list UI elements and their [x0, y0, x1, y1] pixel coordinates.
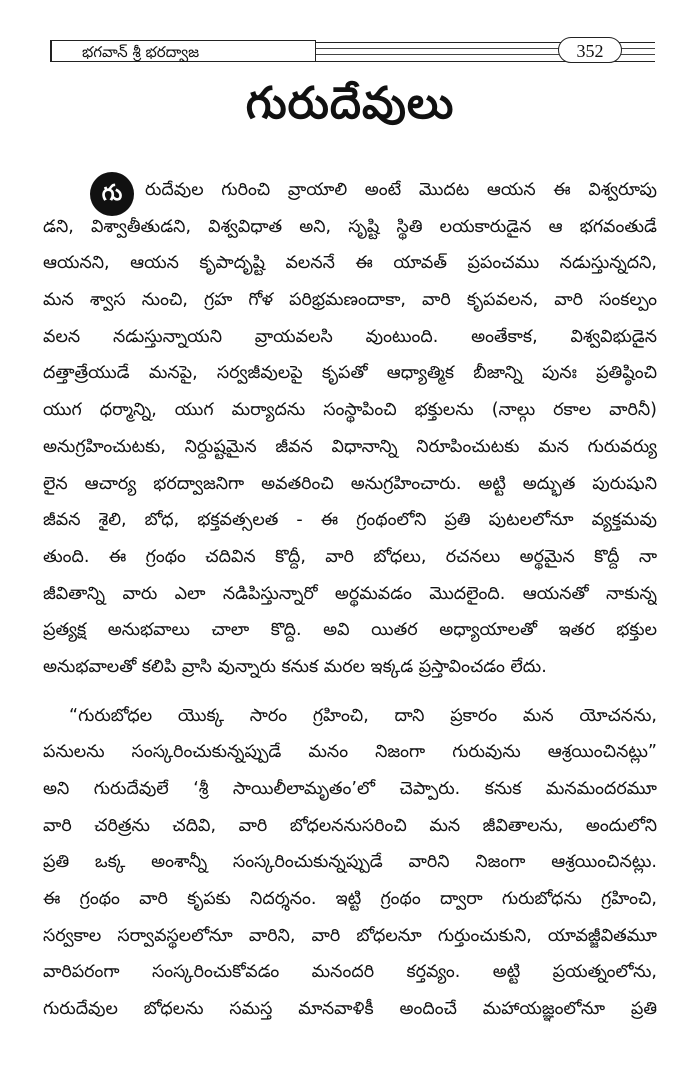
text-line: ఈ గ్రంథం వారి కృపకు నిదర్శనం. ఇట్టి గ్రంథం ద్వారా గురుబోధను గ్రహించి, [43, 889, 657, 910]
paragraph-2 [43, 698, 657, 1028]
text-line: వారి చరిత్రను చదివి, వారి బోధలననుసరించి మన జీవితాలను, అందులోని [43, 815, 657, 836]
text-line: రుదేవుల గురించి వ్రాయాలి అంటే మొదట ఆయన ఈ విశ్వరూపు [145, 180, 657, 200]
page-number: 352 [558, 37, 622, 63]
text-line: డని, విశ్వాతీతుడని, విశ్వవిధాత అని, సృష్టి స్థితి లయకారుడైన ఆ భగవంతుడే [43, 216, 657, 237]
text-line: అనుగ్రహించుటకు, నిర్దుష్టమైన జీవన విధానాన్ని నిరూపించుటకు మన గురువర్యు [43, 436, 657, 457]
text-line: యుగ ధర్మాన్ని, యుగ మర్యాదను సంస్థాపించి భక్తులను (నాల్గు రకాల వారినీ) [43, 400, 657, 421]
paragraph-1 [43, 172, 657, 686]
text-line: లైన ఆచార్య భరద్వాజనిగా అవతరించి అనుగ్రహించారు. అట్టి అద్భుత పురుషుని [43, 473, 657, 494]
text-line: సర్వకాల సర్వావస్థలలోనూ వారిని, వారి బోధలనూ గుర్తుంచుకుని, యావజ్జీవితమూ [43, 925, 657, 946]
running-header [50, 40, 655, 64]
text-line: పనులను సంస్కరించుకున్నప్పుడే మనం నిజంగా గురువును ఆశ్రయించినట్లు” [43, 742, 657, 763]
text-line: వారిపరంగా సంస్కరించుకోవడం మనందరి కర్తవ్యం. అట్టి ప్రయత్నంలోను, [43, 962, 657, 983]
text-line: తుంది. ఈ గ్రంథం చదివిన కొద్దీ, వారి బోధలు, రచనలు అర్థమైన కొద్దీ నా [43, 546, 657, 567]
text-line: “గురుబోధల యొక్క సారం గ్రహించి, దాని ప్రకారం మన యోచనను, [69, 705, 657, 726]
text-line: వలన నడుస్తున్నాయని వ్రాయవలసి వుంటుంది. అంతేకాక, విశ్వవిభుడైన [43, 326, 657, 347]
body-text [43, 172, 657, 1028]
text-line: జీవితాన్ని వారు ఎలా నడిపిస్తున్నారో అర్థమవడం మొదలైంది. ఆయనతో నాకున్న [43, 583, 657, 604]
text-line: అని గురుదేవులే ‘శ్రీ సాయిలీలామృతం’లో చెప్పారు. కనుక మనమందరమూ [43, 779, 657, 799]
text-line: జీవన శైలి, బోధ, భక్తవత్సలత - ఈ గ్రంథంలోని ప్రతి పుటలలోనూ వ్యక్తమవు [43, 510, 657, 531]
running-title: భగవాన్ శ్రీ భరద్వాజ [50, 40, 316, 62]
text-line: ఆయనని, ఆయన కృపాదృష్టి వలననే ఈ యావత్ ప్రపంచము నడుస్తున్నదని, [43, 253, 657, 274]
text-line: ప్రత్యక్ష అనుభవాలు చాలా కొద్ది. అవి యితర అధ్యాయాలతో ఇతర భక్తుల [43, 620, 657, 641]
text-line: గురుదేవుల బోధలను సమస్త మానవాళికీ అందించే మహాయజ్ఞంలోనూ ప్రతి [43, 999, 657, 1020]
text-line: ప్రతి ఒక్క అంశాన్నీ సంస్కరించుకున్నప్పుడే వారిని నిజంగా ఆశ్రయించినట్లు. [43, 852, 657, 873]
text-line: మన శ్వాస నుంచి, గ్రహ గోళ పరిభ్రమణందాకా, వారి కృపవలన, వారి సంకల్పం [43, 290, 657, 311]
text-line: అనుభవాలతో కలిపి వ్రాసి వున్నారు కనుక మరల ఇక్కడ ప్రస్తావించడం లేదు. [43, 656, 547, 677]
text-line: దత్తాత్రేయుడే మనపై, సర్వజీవులపై కృపతో ఆధ్యాత్మిక బీజాన్ని పునః ప్రతిష్ఠించి [43, 363, 657, 384]
chapter-title: గురుదేవులు [245, 78, 455, 129]
drop-cap: గు [90, 172, 134, 216]
